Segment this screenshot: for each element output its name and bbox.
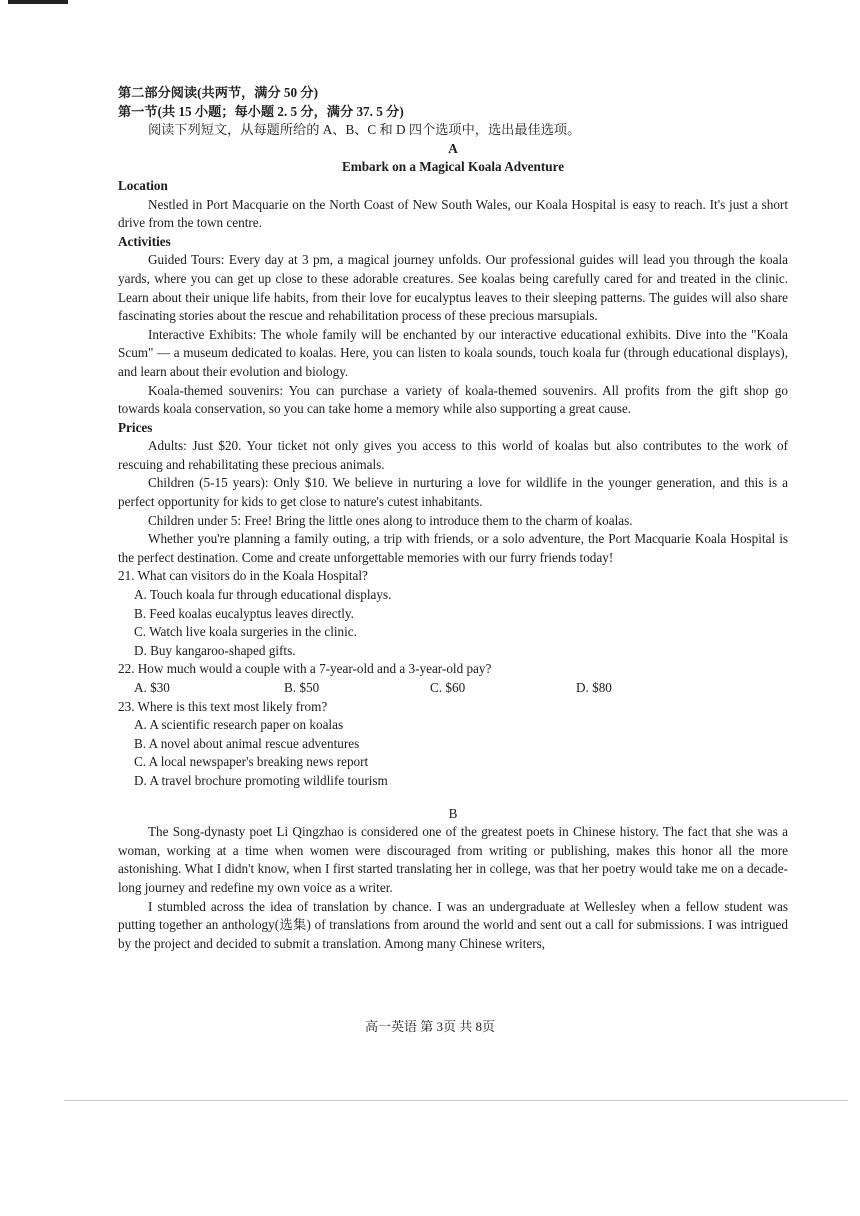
q21-option-b: B. Feed koalas eucalyptus leaves directly.	[134, 605, 354, 621]
passage-a-title: Embark on a Magical Koala Adventure	[341, 159, 565, 175]
q22-option-b: B. $50	[284, 680, 320, 695]
passage-b-paragraph-1: The Song-dynasty poet Li Qingzhao is considered one of the greatest poets in Chinese history. The fact that she was a woman, working at a time when women were discouraged from writing or publishing, makes this honor all the more astonishing. What I didn't know, when I first started translating her in college, was that her poetry would take me on a decade-long journey and redefine my own voice as a writer.	[118, 824, 788, 895]
instruction: 阅读下列短文，从每题所给的 A、B、C 和 D 四个选项中，选出最佳选项。	[148, 122, 581, 138]
closing-paragraph: Whether you're planning a family outing, a trip with friends, or a solo adventure, the Port Macquarie Koala Hospital is the perfect destination. Come and create unforgettable memories with our furry friends today!	[118, 531, 788, 565]
activity-interactive-exhibits: Interactive Exhibits: The whole family will be enchanted by our interactive educational exhibits. Dive into the "Koala Scum" — a museum dedicated to koalas. Here, you can listen to koala sounds, touch koala fur (through educational displays), and learn about their evolution and biology.	[118, 326, 788, 379]
q22-option-a: A. $30	[134, 680, 170, 695]
price-under-5: Children under 5: Free! Bring the little ones along to introduce them to the charm of koalas.	[148, 512, 633, 528]
q23-option-c: C. A local newspaper's breaking news report	[134, 754, 369, 770]
passage-a-label: A	[448, 140, 458, 156]
location-text: Nestled in Port Macquarie on the North Coast of New South Wales, our Koala Hospital is easy to reach. It's just a short drive from the town centre.	[118, 196, 788, 231]
spacer	[118, 791, 788, 805]
question-21: 21. What can visitors do in the Koala Hospital?	[118, 568, 368, 584]
bottom-divider	[64, 1100, 848, 1101]
activity-guided-tours: Guided Tours: Every day at 3 pm, a magical journey unfolds. Our professional guides will lead you through the koala yards, where you can get up close to these adorable creatures. See koalas being carefully cared for and treated in the clinic. Learn about their unique life habits, from their love for eucalyptus leaves to their sleeping patterns. The guides will also share fascinating stories about the rescue and rehabilitation process of these precious marsupials.	[118, 252, 788, 324]
q21-option-a: A. Touch koala fur through educational displays.	[134, 587, 392, 603]
q22-option-c: C. $60	[430, 680, 466, 695]
q23-option-d: D. A travel brochure promoting wildlife tourism	[134, 772, 388, 788]
activity-souvenirs: Koala-themed souvenirs: You can purchase a variety of koala-themed souvenirs. All profits from the gift shop go towards koala conservation, so you can take home a memory while also supporting a great cause.	[118, 382, 788, 417]
question-22: 22. How much would a couple with a 7-year-old and a 3-year-old pay?	[118, 661, 492, 677]
q21-option-c: C. Watch live koala surgeries in the clinic.	[134, 624, 357, 640]
prices-heading: Prices	[118, 419, 153, 435]
passage-b-paragraph-2: I stumbled across the idea of translation by chance. I was an undergraduate at Wellesley when a fellow student was putting together an anthology(选集) of translations from around the world and sent out a call for submissions. I was intrigued by the project and decided to submit a translation. Among many Chinese writers,	[118, 898, 788, 951]
scan-edge-mark	[8, 0, 68, 4]
question-23: 23. Where is this text most likely from?	[118, 698, 328, 714]
q23-option-a: A. A scientific research paper on koalas	[134, 717, 344, 733]
q22-options	[118, 679, 788, 698]
q23-option-b: B. A novel about animal rescue adventures	[134, 735, 360, 751]
part-heading: 第二部分阅读(共两节，满分 50 分)	[118, 85, 319, 100]
section-heading: 第一节(共 15 小题；每小题 2. 5 分，满分 37. 5 分)	[118, 103, 404, 119]
passage-b-label: B	[448, 805, 458, 821]
activities-heading: Activities	[118, 233, 171, 249]
location-heading: Location	[118, 177, 168, 193]
price-adults: Adults: Just $20. Your ticket not only gives you access to this world of koalas but also contributes to the work of rescuing and rehabilitating these precious animals.	[118, 438, 788, 472]
q22-option-d: D. $80	[576, 680, 612, 695]
q21-option-d: D. Buy kangaroo-shaped gifts.	[134, 642, 296, 658]
page-footer: 高一英语 第 3页 共 8页	[364, 1019, 495, 1034]
exam-page	[118, 84, 788, 953]
price-children: Children (5-15 years): Only $10. We believe in nurturing a love for wildlife in the younger generation, and this is a perfect opportunity for kids to get close to nature's cutest inhabitants.	[118, 475, 788, 510]
